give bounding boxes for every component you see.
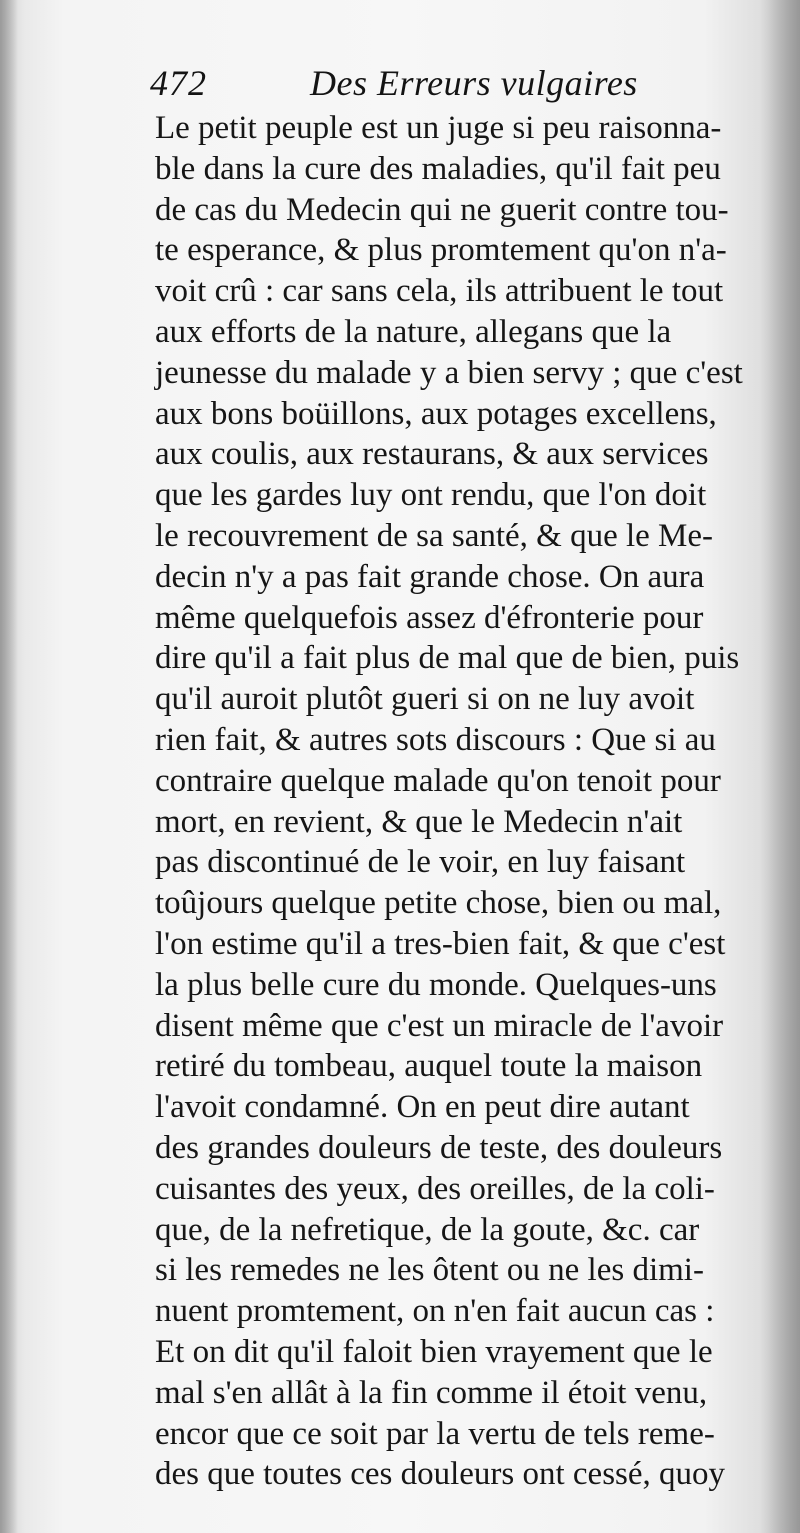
text-line: decin n'y a pas fait grande chose. On aura — [155, 558, 705, 595]
text-line: contraire quelque malade qu'on tenoit pour — [155, 762, 721, 799]
text-line: dire qu'il a fait plus de mal que de bien, puis — [155, 640, 740, 677]
text-line: Le petit peuple est un juge si peu raisonna- — [155, 110, 722, 146]
text-line: encor que ce soit par la vertu de tels reme- — [155, 1415, 715, 1452]
text-line: mort, en revient, & que le Medecin n'ait — [155, 803, 683, 840]
text-line: le recouvrement de sa santé, & que le Me- — [155, 517, 714, 554]
text-line: la plus belle cure du monde. Quelques-uns — [155, 966, 717, 1003]
text-line: que, de la nefretique, de la goute, &c. car — [155, 1211, 700, 1248]
text-line: jeunesse du malade y a bien servy ; que c'est — [155, 354, 743, 391]
text-line: de cas du Medecin qui ne guerit contre tou- — [155, 191, 729, 228]
text-line: pas discontinué de le voir, en luy faisant — [155, 844, 686, 881]
text-line: l'on estime qu'il a tres-bien fait, & que c'est — [155, 925, 726, 962]
body-text — [155, 108, 767, 1495]
text-line: voit crû : car sans cela, ils attribuent le tout — [155, 273, 724, 310]
page-header — [150, 62, 710, 108]
text-line: mal s'en allât à la fin comme il étoit venu, — [155, 1374, 708, 1411]
text-line: rien fait, & autres sots discours : Que si au — [155, 721, 716, 758]
text-line: cuisantes des yeux, des oreilles, de la coli- — [155, 1170, 715, 1207]
text-line: toûjours quelque petite chose, bien ou mal, — [155, 885, 722, 922]
text-line: disent même que c'est un miracle de l'avoir — [155, 1007, 724, 1044]
text-line: l'avoit condamné. On en peut dire autant — [155, 1089, 690, 1126]
text-line: ble dans la cure des maladies, qu'il fait peu — [155, 150, 721, 187]
text-line: aux bons boüillons, aux potages excellens, — [155, 395, 717, 432]
text-line: Et on dit qu'il faloit bien vrayement que le — [155, 1333, 713, 1370]
text-line: que les gardes luy ont rendu, que l'on doit — [155, 477, 707, 514]
text-line: même quelquefois assez d'éfronterie pour — [155, 599, 704, 636]
running-head: Des Erreurs vulgaires — [310, 63, 638, 103]
text-line: aux coulis, aux restaurans, & aux services — [155, 436, 709, 473]
text-line: si les remedes ne les ôtent ou ne les dimi- — [155, 1252, 704, 1289]
text-line: nuent promtement, on n'en fait aucun cas : — [155, 1293, 715, 1330]
text-line: retiré du tombeau, auquel toute la maison — [155, 1048, 703, 1085]
text-line: te esperance, & plus promtement qu'on n'a- — [155, 232, 727, 269]
page-gutter-shadow — [0, 0, 18, 1533]
text-line: qu'il auroit plutôt gueri si on ne luy avoit — [155, 681, 695, 718]
text-line: aux efforts de la nature, allegans que la — [155, 313, 672, 350]
page-number: 472 — [150, 63, 207, 103]
text-line: des que toutes ces douleurs ont cessé, quoy — [155, 1456, 726, 1493]
text-line: des grandes douleurs de teste, des douleurs — [155, 1129, 723, 1166]
